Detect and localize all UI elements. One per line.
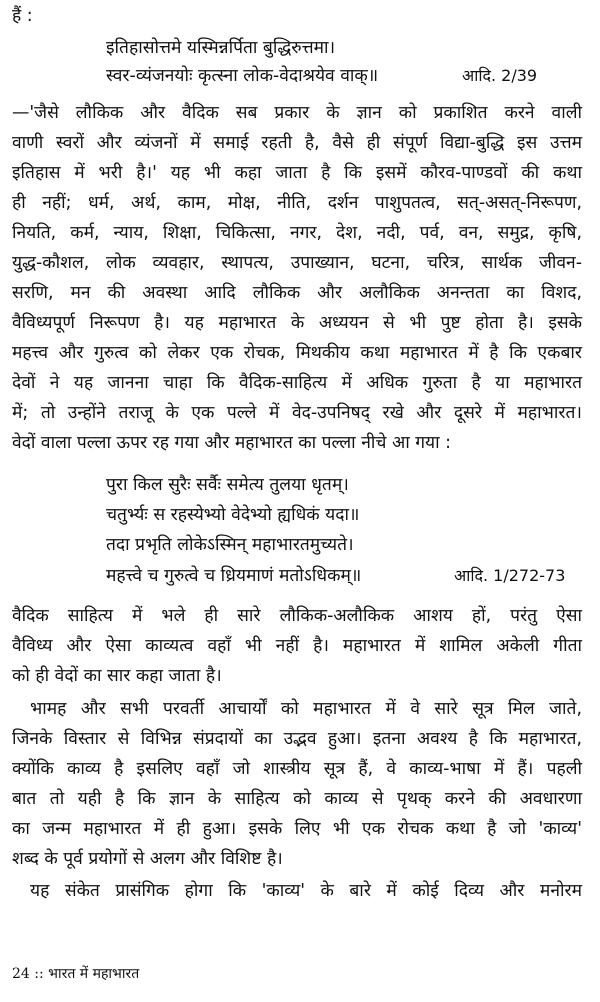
verse1-line2: स्वर-व्यंजनयोः कृत्स्ना लोक-वेदाश्रयेव वाक्॥: [106, 66, 379, 86]
para3-line: क्योंकि काव्य है इसलिए वहाँ जो शास्त्रीय सूत्र हैं, वे काव्य-भाषा में हैं। पहली: [12, 759, 582, 779]
para3-line: का जन्म महाभारत में ही हुआ। इसके लिए भी एक रोचक कथा है जो 'काव्य': [12, 819, 582, 839]
page-footer: 24 :: भारत में महाभारत: [12, 966, 140, 982]
para1-line: ही नहीं; धर्म, अर्थ, काम, मोक्ष, नीति, दर्शन पाशुपतत्व, सत्-असत्-निरूपण,: [12, 193, 582, 213]
para1-line: महत्त्व और गुरुत्व को लेकर एक रोचक, मिथकीय कथा महाभारत में है कि एकबार: [12, 343, 582, 363]
para1-line: —'जैसे लौकिक और वैदिक सब प्रकार के ज्ञान को प्रकाशित करने वाली: [12, 103, 582, 123]
para1-line: युद्ध-कौशल, लोक व्यवहार, स्थापत्य, उपाख्यान, घटना, चरित्र, सार्थक जीवन-: [12, 253, 582, 273]
verse1-line1: इतिहासोत्तमे यस्मिन्नर्पिता बुद्धिरुत्तमा।: [106, 38, 336, 58]
para1-line: नियति, कर्म, न्याय, शिक्षा, चिकित्सा, नगर, देश, नदी, पर्व, वन, समुद्र, कृषि,: [12, 223, 582, 243]
para3-line: जिनके विस्तार से विभिन्न संप्रदायों का उद्भव हुआ। इतना अवश्य है कि महाभारत,: [12, 729, 582, 749]
para4-line: यह संकेत प्रासंगिक होगा कि 'काव्य' के बारे में कोई दिव्य और मनोरम: [30, 881, 582, 901]
para1-line: में; तो उन्होंने तराजू के एक पल्ले में वेद-उपनिषद् रखे और दूसरे में महाभारत।: [12, 403, 582, 423]
para1-line: सरणि, मन की अवस्था आदि लौकिक और अलौकिक अनन्तता का विशद,: [12, 283, 582, 303]
para1-line: देवों ने यह जानना चाहा कि वैदिक-साहित्य में अधिक गुरुता है या महाभारत: [12, 373, 582, 393]
verse2-line3: तदा प्रभृति लोकेऽस्मिन् महाभारतमुच्यते।: [106, 535, 354, 555]
para3-line: भामह और सभी परवर्ती आचार्यों को महाभारत में वे सारे सूत्र मिल जाते,: [30, 699, 582, 719]
para3-line: बात तो यही है कि ज्ञान के साहित्य को काव्य से पृथक् करने की अवधारणा: [12, 789, 582, 809]
verse2-line2: चतुर्भ्यः स रहस्येभ्यो वेदेभ्यो ह्यधिकं यदा॥: [106, 505, 360, 525]
verse1-reference: आदि. 2/39: [462, 66, 538, 85]
para1-line: वेदों वाला पल्ला ऊपर रह गया और महाभारत का पल्ला नीचे आ गया :: [12, 433, 452, 453]
verse2-line1: पुरा किल सुरैः सर्वैः समेत्य तुलया धृतम्।: [106, 475, 349, 495]
top-fragment: हैं :: [12, 6, 33, 26]
verse2-line4: महत्त्वे च गुरुत्वे च ध्रियमाणं मतोऽधिकम्॥: [106, 566, 362, 586]
para2-line: वैविध्य और ऐसा काव्यत्व वहाँ भी नहीं है। महाभारत में शामिल अकेली गीता: [12, 636, 582, 656]
verse2-reference: आदि. 1/272-73: [454, 566, 566, 585]
para2-line: वैदिक साहित्य में भले ही सारे लौकिक-अलौकिक आशय हों, परंतु ऐसा: [12, 606, 582, 626]
para2-line: को ही वेदों का सार कहा जाता है।: [12, 666, 222, 686]
para1-line: वाणी स्वरों और व्यंजनों में समाई रहती है, वैसे ही संपूर्ण विद्या-बुद्धि इस उत्तम: [12, 133, 582, 153]
para1-line: इतिहास में भरी है।' यह भी कहा जाता है कि इसमें कौरव-पाण्डवों की कथा: [12, 163, 582, 183]
para3-line: शब्द के पूर्व प्रयोगों से अलग और विशिष्ट है।: [12, 849, 283, 869]
para1-line: वैविध्यपूर्ण निरूपण है। यह महाभारत के अध्ययन से भी पुष्ट होता है। इसके: [12, 313, 582, 333]
